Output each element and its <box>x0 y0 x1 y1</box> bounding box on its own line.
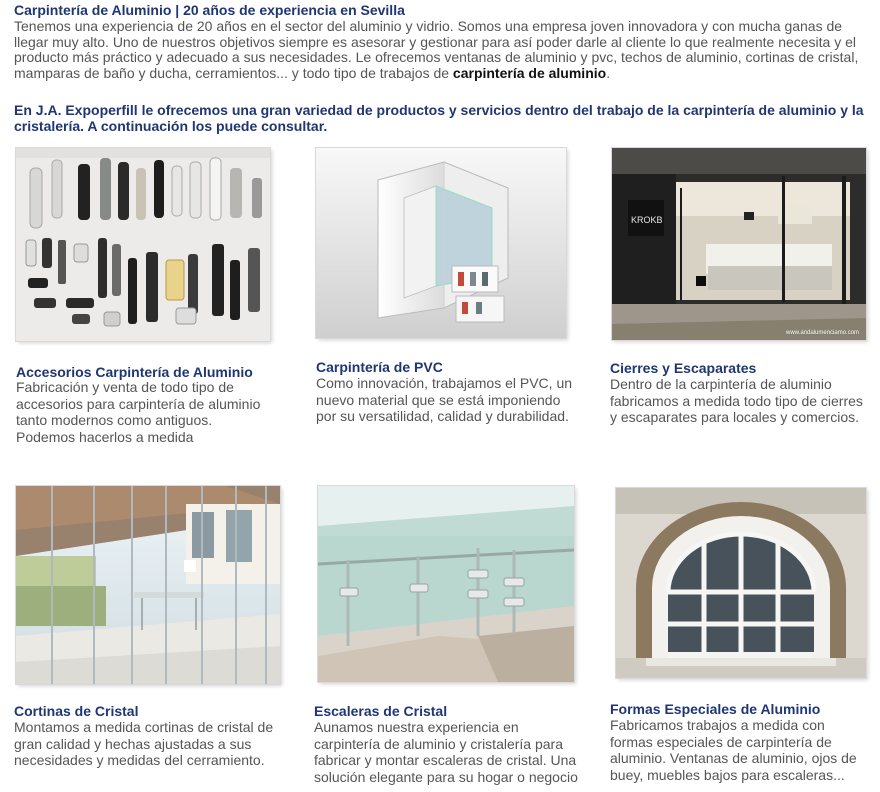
glass-staircase-image[interactable] <box>318 486 574 682</box>
product-description: Dentro de la carpintería de aluminio fabricamos a medida todo tipo de cierres y escaparates para locales y comercios. <box>610 376 863 425</box>
image-watermark: www.andalumenciamo.com <box>786 330 860 336</box>
product-title[interactable]: Carpintería de PVC <box>316 359 443 375</box>
product-title[interactable]: Formas Especiales de Aluminio <box>610 701 821 717</box>
product-description: Aunamos nuestra experiencia en carpintería de aluminio y cristalería para fabricar y montar escaleras de cristal. Una solución elegante para su hogar o negocio <box>314 719 578 785</box>
pvc-window-profile-image[interactable] <box>316 148 566 338</box>
shop-sign-text: KROKB <box>631 215 663 225</box>
intro-text-end: . <box>606 64 611 81</box>
product-description: Fabricación y venta de todo tipo de accesorios para carpintería de aluminio tanto modernos como antiguos. Podemos hacerlos a medida <box>16 379 261 445</box>
page-title: Carpintería de Aluminio | 20 años de experiencia en Sevilla <box>14 2 405 18</box>
lead-paragraph: En J.A. Expoperfill le ofrecemos una gran variedad de productos y servicios dentro del trabajo de la carpintería de aluminio y la cristalería. A continuación los puede consultar. <box>14 102 864 134</box>
product-description: Como innovación, trabajamos el PVC, un nuevo material que se está imponiendo por su versatilidad, calidad y durabilidad. <box>316 375 573 424</box>
intro-section <box>14 2 870 81</box>
intro-text: Tenemos una experiencia de 20 años en el sector del aluminio y vidrio. Somos una empresa joven innovadora y con mucha ganas de llegar muy alto. Uno de nuestros objetivos siempre es asesorar y gestionar para así poder darle al cliente lo que realmente necesita y el producto más práctico y adecuado a sus necesidades. Le ofrecemos ventanas de aluminio y pvc, techos de aluminio, cortinas de cristal, mamparas de baño y ducha, cerramientos... y todo tipo de trabajos de <box>14 18 859 81</box>
intro-paragraph <box>14 19 870 81</box>
glass-curtain-image[interactable] <box>16 486 280 684</box>
product-title[interactable]: Cierres y Escaparates <box>610 360 757 376</box>
arched-window-image[interactable] <box>616 488 866 678</box>
product-title[interactable]: Escaleras de Cristal <box>314 703 448 719</box>
product-description: Montamos a medida cortinas de cristal de gran calidad y hechas ajustadas a sus necesidades y medidas del cerramiento. <box>14 719 274 768</box>
aluminium-accessories-image[interactable] <box>16 148 270 341</box>
product-description: Fabricamos trabajos a medida con formas especiales de carpintería de aluminio. Ventanas de aluminio, ojos de buey, muebles bajos para escaleras... <box>610 717 857 783</box>
product-title[interactable]: Accesorios Carpintería de Aluminio <box>16 364 253 380</box>
shop-front-image[interactable] <box>612 148 866 340</box>
intro-keyword: carpintería de aluminio <box>452 64 607 81</box>
product-title[interactable]: Cortinas de Cristal <box>14 703 139 719</box>
